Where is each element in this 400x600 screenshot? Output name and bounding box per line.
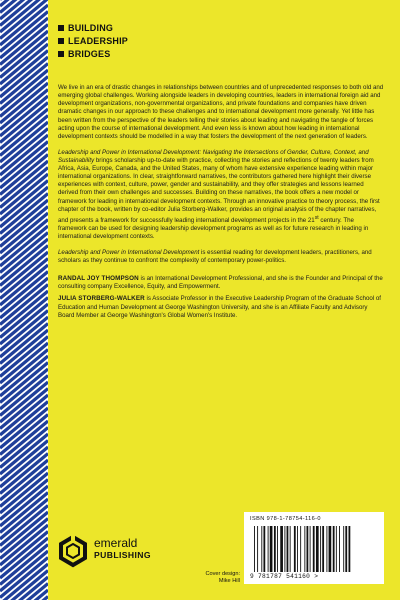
isbn-label: ISBN 978-1-78754-116-0 — [250, 516, 321, 522]
author-name: JULIA STORBERG-WALKER — [58, 295, 145, 303]
author-bio-text: is Associate Professor in the Executive Leadership Program of the Graduate School of Education and Human Development at George Washington University, and she is an Affiliate Faculty and Advisory Board Member at George Washington's Global Women's Institute. — [58, 295, 381, 319]
cover-design-credit — [190, 571, 240, 585]
emerald-logo-icon — [58, 534, 88, 568]
square-bullet-icon — [58, 38, 64, 44]
series-word: BUILDING — [68, 23, 114, 33]
author-bio — [58, 295, 384, 319]
series-word: LEADERSHIP — [68, 36, 129, 46]
diagonal-stripe-pattern — [0, 0, 48, 600]
square-bullet-icon — [58, 25, 64, 31]
barcode-digits: 9 781787 541160 > — [250, 573, 319, 580]
blurb-paragraph-3 — [58, 249, 384, 265]
series-logo — [58, 22, 144, 61]
superscript: st — [314, 214, 319, 221]
cover-design-label: Cover design: — [205, 571, 240, 577]
paragraph-text: is essential reading for development leaders, practitioners, and scholars as they continue to confront the complexity of contemporary power-politics. — [58, 248, 372, 265]
book-title-italic: Leadership and Power in International Development — [58, 248, 200, 256]
barcode-panel — [244, 512, 384, 584]
series-logo-row — [58, 22, 144, 34]
series-logo-row — [58, 35, 144, 47]
barcode-icon — [254, 526, 378, 572]
blurb-paragraph-2 — [58, 149, 384, 242]
publisher-logo — [58, 528, 178, 572]
author-bios — [58, 275, 384, 320]
series-logo-row — [58, 48, 144, 60]
paragraph-text: century. The framework can be used for designing leadership development programs as well as for future research in leading in international development contexts. — [58, 216, 369, 241]
publisher-subtitle: PUBLISHING — [94, 550, 151, 560]
series-word: BRIDGES — [68, 49, 111, 59]
paragraph-text: brings scholarship up-to-date with practice, collecting the stories and reflections of twenty leaders from Africa, Asia, Europe, Canada, and the United States, many of whom have extensive experience leading within major international organizations. In clear, straightforward narratives, the contributors gathered here highlight their diverse experiences with context, culture, power, gender and sustainability, and they offer strategies and lessons learned derived from their own challenges and successes. Building on these narratives, the book offers a new model or framework for leading in international development contexts. Through an innovative practice to theory process, the first chapter of the book, written by co-editor Julia Storberg-Walker, provides an original analysis of the chapter narratives, and presents a framework for successfully leading international development projects in the 21 — [58, 156, 380, 224]
cover-designer-name: Mike Hill — [218, 578, 240, 584]
blurb-paragraph-1: We live in an era of drastic changes in relationships between countries and of unprecedented responses to both old and emerging global challenges. Working alongside leaders in developing countries, leaders in international foreign aid and development organizations, non-governmental organizations, and private foundations and companies have driven dramatic changes in our approach to these challenges and to international development more generally. Yet little has been written from the perspective of the leaders telling their stories about leading and navigating the tangle of forces acting upon the course of international development. And even less is known about how leading in international development contexts should be modelled in a way that fosters the development of the next generation of leaders. — [58, 84, 384, 140]
author-name: RANDAL JOY THOMPSON — [58, 275, 139, 283]
blurb-text — [58, 84, 384, 324]
book-title-italic: Leadership and Power in International Development: Navigating the Intersections of Gender, Culture, Context, and Sustainability — [58, 148, 369, 164]
square-bullet-icon — [58, 51, 64, 57]
author-bio-text: is an International Development Professional, and she is the Founder and Principal of the consulting company Excellence, Equity, and Empowerment. — [58, 275, 383, 291]
author-bio — [58, 275, 384, 291]
publisher-name: emerald — [94, 536, 138, 550]
